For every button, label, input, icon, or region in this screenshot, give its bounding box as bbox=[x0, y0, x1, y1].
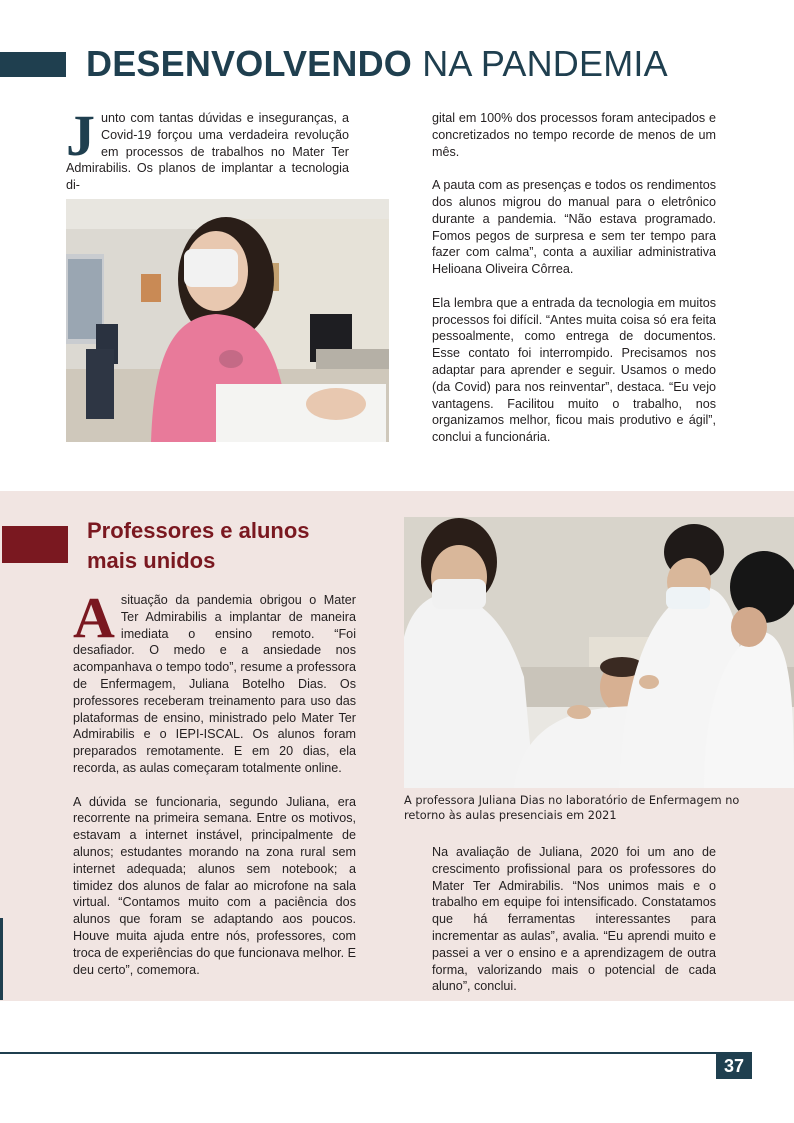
title-accent-bar bbox=[0, 52, 66, 77]
left-edge-rule bbox=[0, 918, 3, 1000]
section2-paragraph-1-text: situação da pandemia obrigou o Mater Ter Admirabilis a implantar de maneira imediata o ensino remoto. “Foi desafiador. O medo e a ansiedade nos acompanhava o tempo todo”, resume a professora de Enfermagem, Juliana Botelho Dias. Os professores receberam treinamento para uso das plataformas de ensino, ministrado pelo Mater Ter Admirabilis e o IEPI-ISCAL. Os alunos foram preparados remotamente. E em 20 dias, ela recorda, as aulas começaram totalmente online. bbox=[73, 593, 356, 775]
section-accent-bar bbox=[2, 526, 68, 563]
office-worker-photo bbox=[66, 199, 389, 442]
article1-paragraph-1: gital em 100% dos processos foram antecipados e concretizados no tempo recorde de menos de um mês. bbox=[432, 111, 716, 159]
section2-dropcap: A bbox=[73, 585, 115, 650]
section-title-line-2: mais unidos bbox=[87, 548, 216, 573]
article1-column-2 bbox=[432, 110, 716, 463]
article1-dropcap: J bbox=[66, 103, 95, 168]
photo-caption: A professora Juliana Dias no laboratório de Enfermagem no retorno às aulas presenciais em 2021 bbox=[404, 794, 740, 822]
article1-paragraph-3: Ela lembra que a entrada da tecnologia em muitos processos foi difícil. “Antes muita coisa só era feita pessoalmente, como entrega de documentos. Esse contato foi interrompido. Precisamos nos adaptar para aprender e seguir. Usamos o medo (da Covid) para nos reinventar”, destaca. “Eu vejo vantagens. Facilitou muito o trabalho, nos organizamos melhor, ficou mais produtivo e ágil”, conclui a funcionária. bbox=[432, 295, 716, 445]
page-title-light: NA PANDEMIA bbox=[422, 43, 668, 84]
page-title-bold: DESENVOLVENDO bbox=[86, 43, 412, 84]
section-title-line-1: Professores e alunos bbox=[87, 518, 310, 543]
nursing-lab-photo bbox=[404, 517, 794, 788]
page-number: 37 bbox=[716, 1053, 752, 1079]
article1-paragraph-2: A pauta com as presenças e todos os rendimentos dos alunos migrou do manual para o eletrônico durante a pandemia. “Não estava programado. Fomos pegos de surpresa e sem ter tempo para fazer com calma”, conta a auxiliar administrativa Helioana Oliveira Côrrea. bbox=[432, 178, 716, 277]
page-title bbox=[86, 42, 668, 86]
section2-paragraph-1 bbox=[73, 585, 356, 777]
section2-left-column bbox=[73, 585, 356, 995]
section2-right-column bbox=[432, 844, 716, 1012]
article1-intro-text: unto com tantas dúvidas e inseguranças, a Covid-19 forçou uma verdadeira revolução em processos de trabalhos no Mater Ter Admirabilis. Os planos de implantar a tecnologia di- bbox=[66, 111, 349, 193]
section-title bbox=[87, 516, 310, 576]
section2-paragraph-2: A dúvida se funcionaria, segundo Juliana, era recorrente na primeira semana. Entre os motivos, estavam a internet instável, principalmente de alunos; estudantes morando na zona rural sem internet adequada; alunos sem notebook; a timidez dos alunos de falar ao microfone na sala virtual. “Contamos muito com a paciência dos alunos que foram se adaptando aos poucos. Houve muita ajuda entre nós, professores, com troca de experiências do que funcionava melhor. E deu certo”, comemora. bbox=[73, 794, 356, 977]
article1-column-1 bbox=[66, 103, 349, 194]
section2-right-paragraph: Na avaliação de Juliana, 2020 foi um ano de crescimento profissional para os professores do Mater Ter Admirabilis. “Nos unimos mais e o trabalho em equipe foi intensificado. Constatamos que há ferramentas interessantes para incrementar as aulas”, avalia. “Eu aprendi muito e passei a ver o ensino e a aprendizagem de outra forma, valorizando mais o potencial de cada aluno”, conclui. bbox=[432, 845, 716, 994]
footer-rule bbox=[0, 1052, 752, 1054]
